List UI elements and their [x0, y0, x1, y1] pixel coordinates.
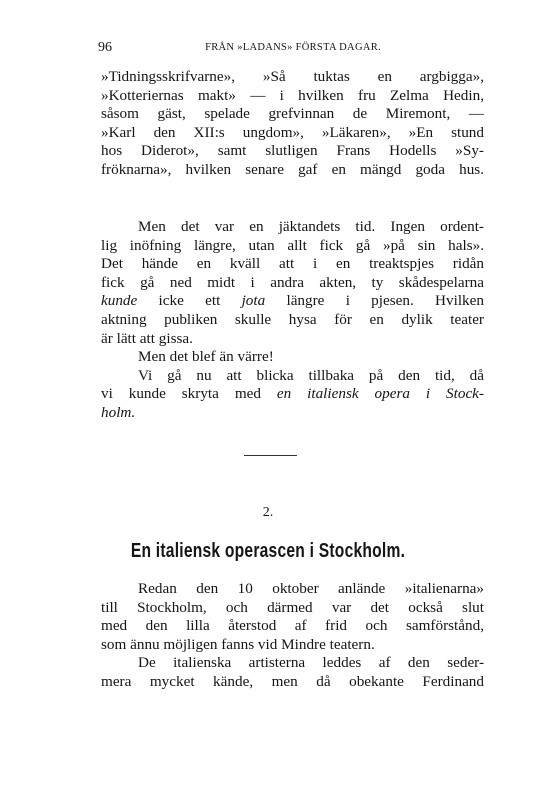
text-line: »Kotteriernas makt» — i hvilken fru Zelma Hedin, — [101, 86, 484, 104]
italic-phrase: en italiensk opera i Stock- — [276, 385, 484, 403]
text-line: lig inöfning längre, utan allt fick gå »på sin hals». — [101, 236, 484, 254]
text-line: är lätt att gissa. — [101, 329, 193, 347]
text-line: De italienska artisterna leddes af den seder- — [138, 654, 484, 672]
text-line: »Tidningsskrifvarne», »Så tuktas en argbigga», — [101, 68, 484, 85]
text-line: hos Diderot», samt slutligen Frans Hodells »Sy- — [101, 142, 484, 160]
text-line: som ännu möjligen fanns vid Mindre teatern. — [101, 635, 375, 653]
text-line: fick gå ned midt i andra akten, ty skådespelarna — [101, 273, 484, 291]
paragraph-1 — [101, 68, 484, 180]
italic-word: jota — [241, 292, 266, 310]
text-line: fröknarna», hvilken senare gaf en mängd goda hus. — [101, 160, 484, 178]
text-line-mixed — [101, 292, 484, 311]
text-line: »Karl den XII:s ungdom», »Läkaren», »En stund — [101, 123, 484, 141]
paragraph-2 — [101, 218, 484, 423]
section-number: 2. — [262, 505, 274, 520]
text-line: med den lilla återstod af frid och samförstånd, — [101, 617, 484, 635]
section-title: En italiensk operascen i Stockholm. — [130, 540, 406, 562]
text-line: Men det blef än värre! — [138, 348, 274, 366]
paragraph-3 — [101, 580, 484, 692]
italic-word: kunde — [101, 292, 138, 310]
running-title: FRÅN »LADANS» FÖRSTA DAGAR. — [205, 42, 381, 53]
text-line: holm. — [101, 403, 136, 421]
text-line: Redan den 10 oktober anlände »italienarna» — [138, 580, 484, 597]
text-line: Vi gå nu att blicka tillbaka på den tid, då — [138, 366, 484, 384]
text-run: vi kunde skryta med — [101, 385, 277, 403]
text-line: aktning publiken skulle hysa för en dylik teater — [101, 310, 484, 328]
page-header — [98, 40, 488, 60]
text-run: längre i pjesen. Hvilken — [265, 292, 484, 310]
section-divider — [244, 455, 297, 456]
text-line: Men det var en jäktandets tid. Ingen ordent- — [138, 218, 484, 235]
text-line: Det hände en kväll att i en treaktspjes ridån — [101, 255, 484, 273]
page-number: 96 — [98, 40, 112, 55]
text-line: mera mycket kände, men då obekante Ferdinand — [101, 672, 484, 690]
text-line: till Stockholm, och därmed var det också slut — [101, 598, 484, 616]
text-run: icke ett — [137, 292, 242, 310]
text-line: såsom gäst, spelade grefvinnan de Miremont, — — [101, 105, 484, 123]
text-line-mixed — [101, 385, 484, 404]
